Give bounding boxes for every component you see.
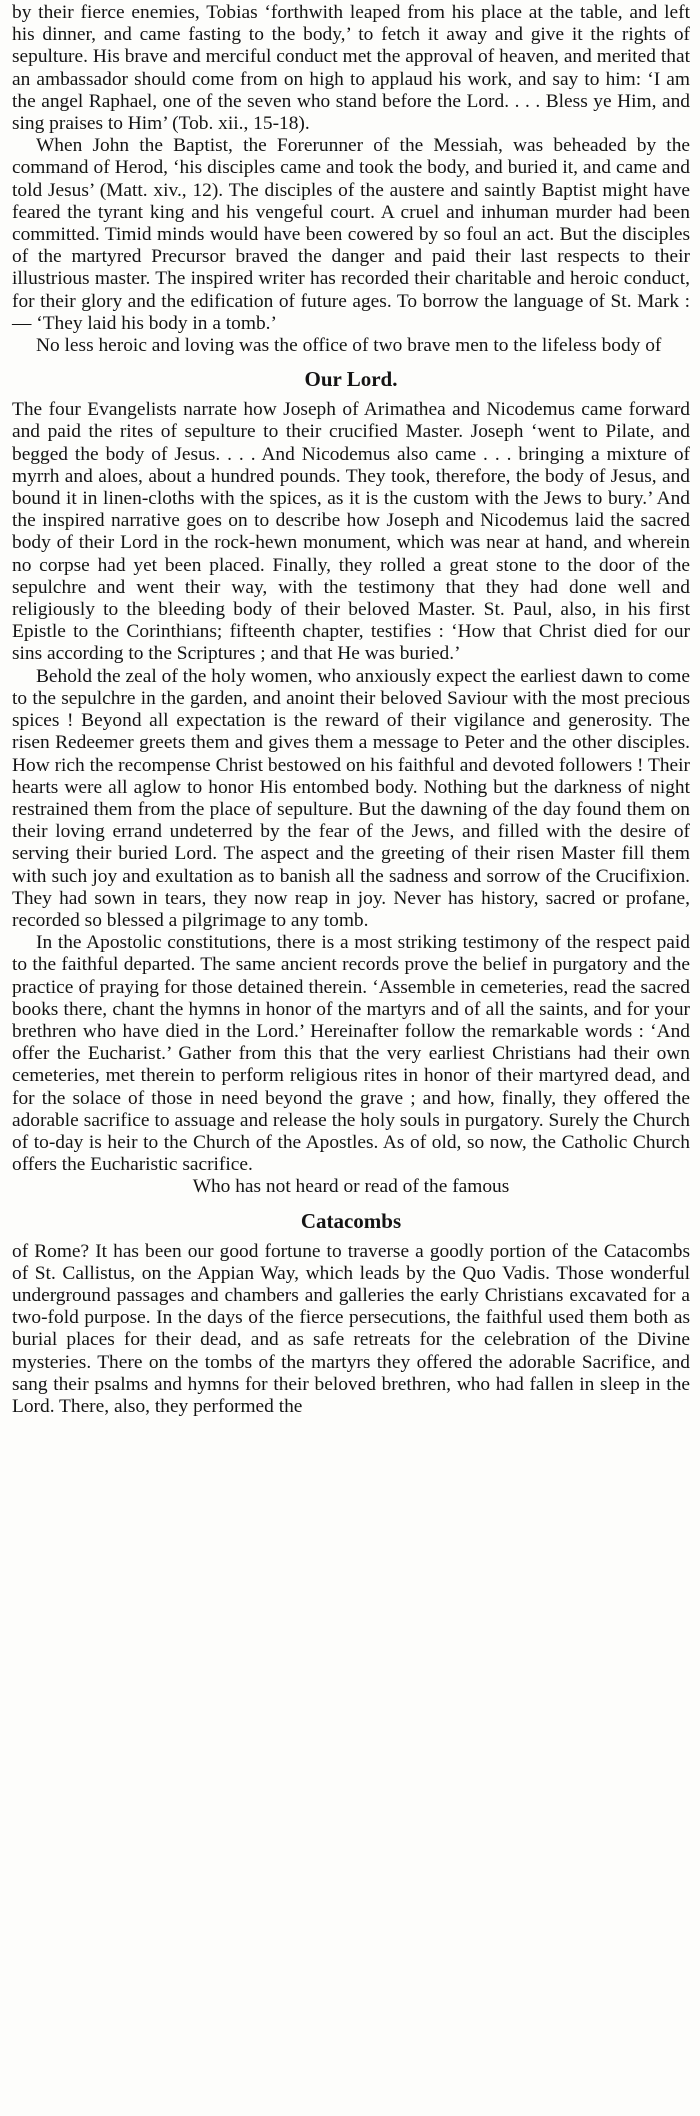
section-heading-our-lord: Our Lord. <box>304 367 398 392</box>
paragraph-tobias: by their fierce enemies, Tobias ‘forthwith leaped from his place at the table, and left his dinner, and came fasting to the body,’ to fetch it away and give it the rights of sepulture. His brave and merciful conduct met the approval of heaven, and merited that an ambassador should come from on high to applaud his work, and say to him: ‘I am the angel Raphael, one of the seven who stand before the Lord. . . . Bless ye Him, and sing praises to Him’ (Tob. xii., 15-18). <box>12 2 690 135</box>
paragraph-catacombs-of-rome: of Rome? It has been our good fortune to traverse a goodly portion of the Catacombs of St. Callistus, on the Appian Way, which leads by the Quo Vadis. Those wonderful underground passages and chambers and galleries the early Christians excavated for a two-fold purpose. In the days of the fierce persecutions, the faithful used them both as burial places for their dead, and as safe retreats for the celebration of the Divine mysteries. There on the tombs of the martyrs they offered the adorable Sacrifice, and sang their psalms and hymns for their beloved brethren, who had fallen in sleep in the Lord. There, also, they performed the <box>12 1240 690 1417</box>
paragraph-lead-in-our-lord: No less heroic and loving was the office of two brave men to the lifeless body of <box>36 335 662 357</box>
section-heading-catacombs: Catacombs <box>300 1208 402 1233</box>
paragraph-evangelists: The four Evangelists narrate how Joseph of Arimathea and Nicodemus came forward and paid the rites of sepulture to their crucified Master. Joseph ‘went to Pilate, and begged the body of Jesus. . . . And Nicodemus also came . . . bringing a mixture of myrrh and aloes, about a hundred pounds. They took, therefore, the body of Jesus, and bound it in linen-cloths with the spices, as it is the custom with the Jews to bury.’ And the inspired narrative goes on to describe how Joseph and Nicodemus laid the sacred body of their Lord in the rock-hewn monument, which was near at hand, and wherein no corpse had yet been placed. Finally, they rolled a great stone to the door of the sepulchre and went their way, with the testimony that they had done well and religiously to the bleeding body of their beloved Master. St. Paul, also, in his first Epistle to the Corinthians; fifteenth chapter, testifies : ‘How that Christ died for our sins according to the Scriptures ; and that He was buried.’ <box>12 399 690 665</box>
paragraph-apostolic-constitutions: In the Apostolic constitutions, there is a most striking testimony of the respect paid to the faithful departed. The same ancient records prove the belief in purgatory and the practice of praying for those detained therein. ‘Assemble in cemeteries, read the sacred books there, chant the hymns in honor of the martyrs and of all the saints, and for your brethren who have died in the Lord.’ Hereinafter follow the remarkable words : ‘And offer the Eucharist.’ Gather from this that the very earliest Christians had their own cemeteries, met therein to perform religious rites in honor of their martyred dead, and for the solace of those in need beyond the grave ; and how, finally, they offered the adorable sacrifice to assuage and release the holy souls in purgatory. Surely the Church of to-day is heir to the Church of the Apostles. As of old, so now, the Catholic Church offers the Eucharistic sacrifice. <box>12 932 690 1176</box>
paragraph-lead-in-catacombs: Who has not heard or read of the famous <box>192 1176 510 1198</box>
paragraph-holy-women: Behold the zeal of the holy women, who anxiously expect the earliest dawn to come to the sepulchre in the garden, and anoint their beloved Saviour with the most precious spices ! Beyond all expectation is the reward of their vigilance and generosity. The risen Redeemer greets them and gives them a message to Peter and the other disciples. How rich the recompense Christ bestowed on his faithful and devoted followers ! Their hearts were all aglow to honor His entombed body. Nothing but the darkness of night restrained them from the place of sepulture. But the dawning of the day found them on their loving errand undeterred by the fear of the Jews, and filled with the desire of serving their buried Lord. The aspect and the greeting of their risen Master fill them with such joy and exultation as to banish all the sadness and sorrow of the Crucifixion. They had sown in tears, they now reap in joy. Never has history, sacred or profane, recorded so blessed a pilgrimage to any tomb. <box>12 665 690 931</box>
paragraph-john-the-baptist: When John the Baptist, the Forerunner of the Messiah, was beheaded by the command of Herod, ‘his disciples came and took the body, and buried it, and came and told Jesus’ (Matt. xiv., 12). The disciples of the austere and saintly Baptist might have feared the tyrant king and his vengeful court. A cruel and inhuman murder had been committed. Timid minds would have been cowered by so foul an act. But the disciples of the martyred Precursor braved the danger and paid their last respects to their illustrious master. The inspired writer has recorded their charitable and heroic conduct, for their glory and the edification of future ages. To borrow the language of St. Mark :— ‘They laid his body in a tomb.’ <box>12 135 690 334</box>
